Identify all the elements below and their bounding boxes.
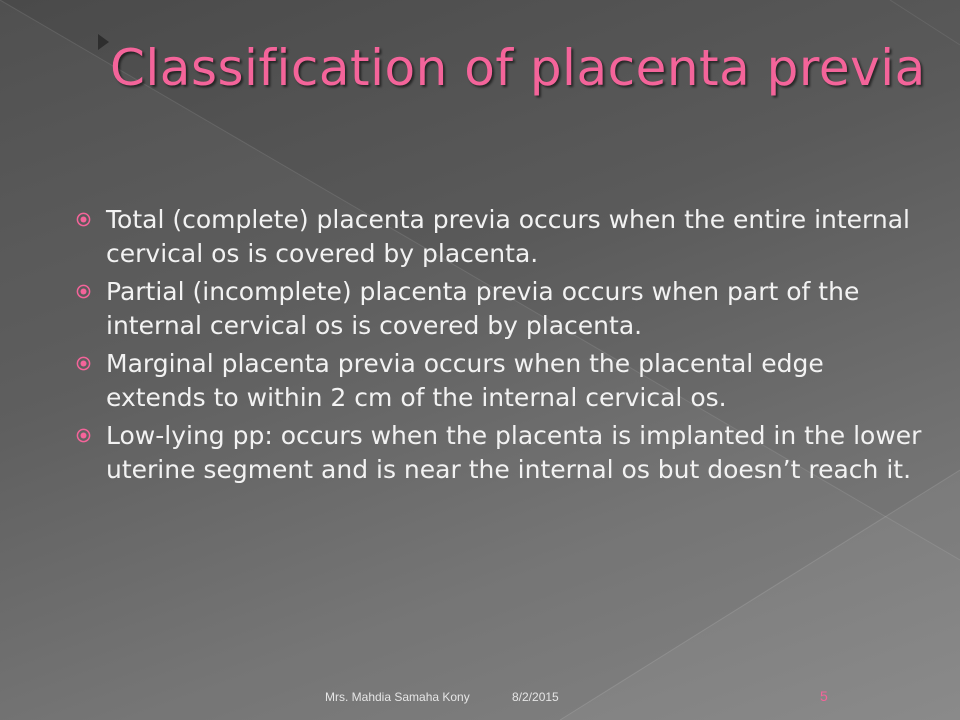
bullet-item-total bbox=[76, 203, 926, 271]
circled-dot-icon bbox=[76, 212, 91, 227]
slide-title: Classification of placenta previa bbox=[110, 39, 926, 97]
bullet-text: Partial (incomplete) placenta previa occurs when part of the internal cervical os is covered by placenta. bbox=[106, 277, 860, 340]
bullet-item-low-lying bbox=[76, 419, 926, 487]
bullet-text: Marginal placenta previa occurs when the placental edge extends to within 2 cm of the internal cervical os. bbox=[106, 349, 824, 412]
slide-number: 5 bbox=[820, 688, 828, 704]
footer-author: Mrs. Mahdia Samaha Kony bbox=[325, 690, 470, 704]
footer-date: 8/2/2015 bbox=[512, 690, 559, 704]
circled-dot-icon bbox=[76, 284, 91, 299]
title-arrow-icon bbox=[98, 34, 109, 50]
circled-dot-icon bbox=[76, 356, 91, 371]
circled-dot-icon bbox=[76, 428, 91, 443]
bullet-item-partial bbox=[76, 275, 926, 343]
bullet-text: Low-lying pp: occurs when the placenta is implanted in the lower uterine segment and is near the internal os but doesn’t reach it. bbox=[106, 421, 922, 484]
bullet-text: Total (complete) placenta previa occurs when the entire internal cervical os is covered by placenta. bbox=[106, 205, 910, 268]
bullet-list bbox=[76, 203, 926, 491]
bullet-item-marginal bbox=[76, 347, 926, 415]
